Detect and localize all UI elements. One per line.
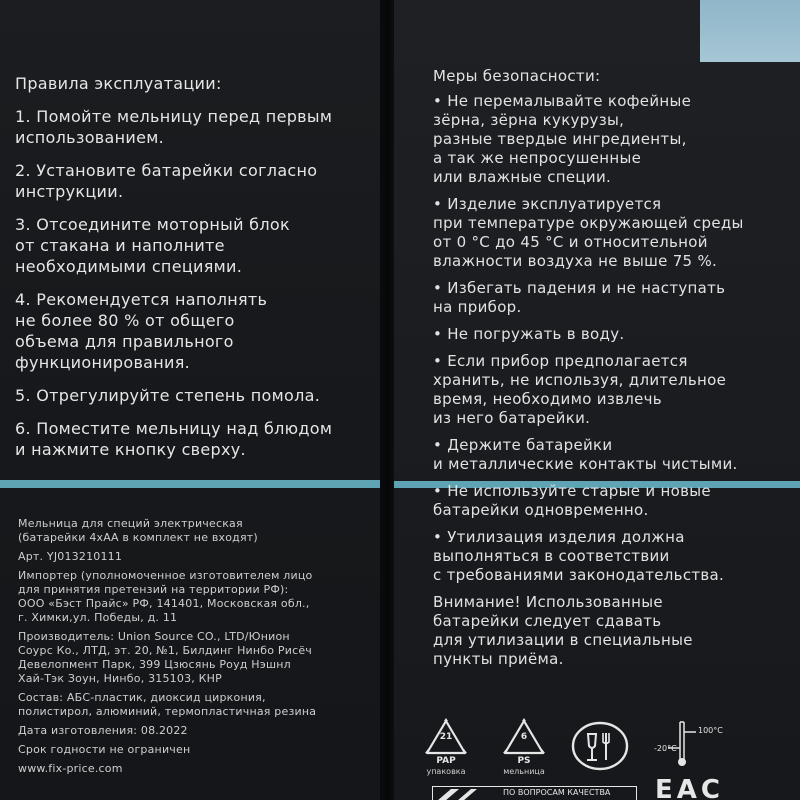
safety-item: • Утилизация изделия должна выполняться в соответствии с требованиями законодательства. <box>433 528 725 584</box>
website: www.fix-price.com <box>18 762 123 775</box>
quality-arrow-icon <box>433 787 493 800</box>
safety-item: • Избегать падения и не наступать на прибор. <box>433 279 726 316</box>
temperature-range-icon <box>648 720 728 780</box>
eac-mark: ЕАС <box>655 775 724 800</box>
background-sky <box>700 0 800 62</box>
safety-item: • Не погружать в воду. <box>433 325 625 343</box>
usage-title: Правила эксплуатации: <box>15 74 222 93</box>
usage-step: 1. Помойте мельницу перед первым использованием. <box>15 107 333 147</box>
product-name: Мельница для специй электрическая (батарейки 4хАА в комплект не входят) <box>18 517 258 544</box>
safety-item: • Не используйте старые и новые батарейки одновременно. <box>433 482 711 519</box>
usage-instructions <box>15 73 380 472</box>
recycle-number: 6 <box>520 732 528 742</box>
safety-title: Меры безопасности: <box>433 67 601 85</box>
usage-step: 3. Отсоедините моторный блок от стакана и наполните необходимыми специями. <box>15 215 290 276</box>
panel-fold <box>380 0 394 800</box>
usage-step: 5. Отрегулируйте степень помола. <box>15 386 321 405</box>
safety-item: • Не перемалывайте кофейные зёрна, зёрна кукурузы, разные твердые ингредиенты, а так же непросушенные или влажные специи. <box>433 92 692 186</box>
importer-info: Импортер (уполномоченное изготовителем лицо для принятия претензий на территории РФ): ООО «Бэст Прайс» РФ, 141401, Московская обл., г. Химки,ул. Победы, д. 11 <box>18 569 313 624</box>
article-number: Арт. YJ013210111 <box>18 550 123 563</box>
battery-warning: Внимание! Использованные батарейки следует сдавать для утилизации в специальные пункты приёма. <box>433 593 693 668</box>
food-safe-icon <box>570 720 630 776</box>
temp-low-label: -20°C <box>654 744 677 753</box>
usage-step: 4. Рекомендуется наполнять не более 80 % от общего объема для правильного функционирования. <box>15 290 268 372</box>
accent-bar-left <box>0 480 380 488</box>
manufacture-date: Дата изготовления: 08.2022 <box>18 724 188 737</box>
safety-item: • Держите батарейки и металлические контакты чистыми. <box>433 436 738 473</box>
usage-step: 2. Установите батарейки согласно инструкции. <box>15 161 318 201</box>
recycle-ps-icon <box>494 718 554 788</box>
safety-item: • Изделие эксплуатируется при температуре окружающей среды от 0 °С до 45 °С и относительной влажности воздуха не выше 75 %. <box>433 195 744 270</box>
shelf-life: Срок годности не ограничен <box>18 743 191 756</box>
manufacturer-info: Производитель: Union Source CO., LTD/Юнион Соурс Ко., ЛТД, эт. 20, №1, Билдинг Нинбо Рисёч Девелопмент Парк, 399 Цзюсянь Роуд Нэшнл Хай-Тэк Зоун, Нинбо, 315103, КНР <box>18 630 312 685</box>
safety-section <box>433 67 795 677</box>
temp-high-label: 100°C <box>698 726 723 735</box>
composition: Состав: АБС-пластик, диоксид циркония, полистирол, алюминий, термопластичная резина <box>18 691 317 718</box>
recycle-label: мельница <box>503 767 545 776</box>
quality-box-label: ПО ВОПРОСАМ КАЧЕСТВА <box>503 788 611 797</box>
recycle-pap-icon <box>416 718 476 788</box>
recycle-label: упаковка <box>426 767 466 776</box>
safety-item: • Если прибор предполагается хранить, не используя, длительное время, необходимо извлечь из него батарейки. <box>433 352 727 427</box>
product-info <box>18 517 380 781</box>
recycle-number: 21 <box>439 732 453 742</box>
usage-step: 6. Поместите мельницу над блюдом и нажмите кнопку сверху. <box>15 419 333 459</box>
recycle-code: PAP <box>436 756 456 766</box>
recycle-code: PS <box>517 756 531 766</box>
